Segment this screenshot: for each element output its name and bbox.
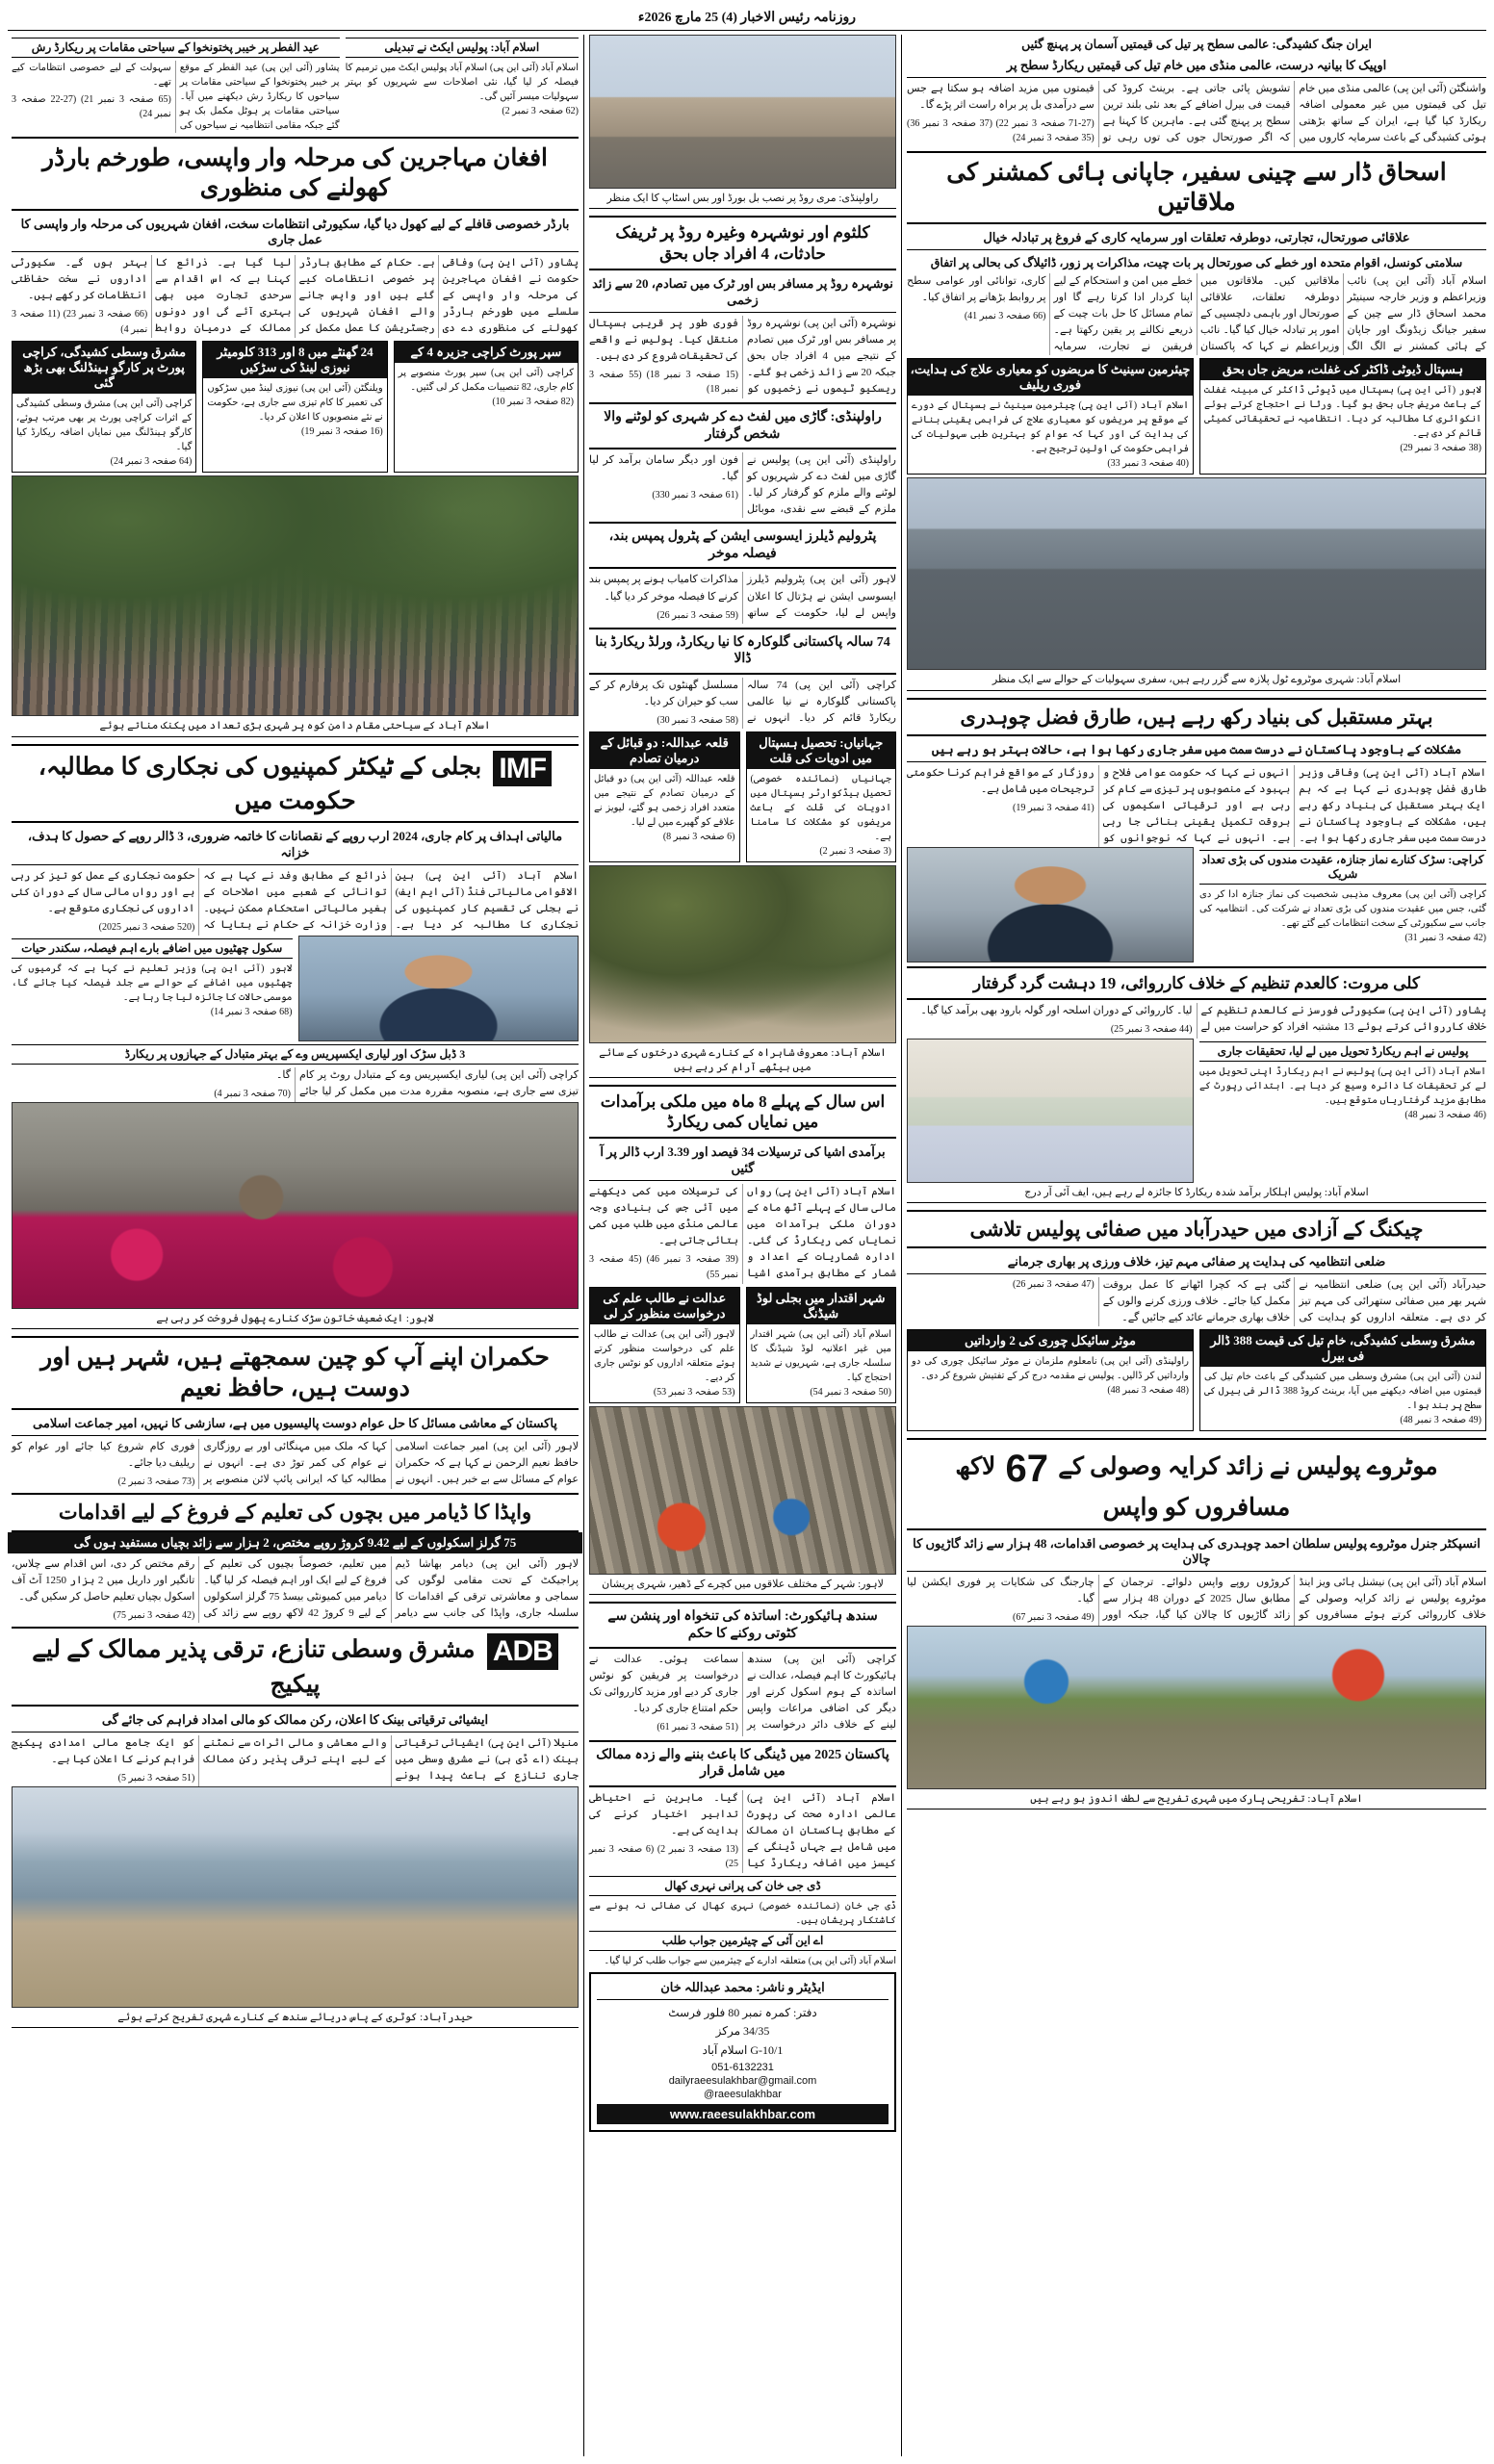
- right-brief-a-headline: ہسپتال ڈیوٹی ڈاکٹر کی غفلت، مریض جاں بحق: [1200, 359, 1485, 380]
- mid-subhead-e: برآمدی اشیا کی ترسیلات 34 فیصد اور 3.39 ارب ڈالر پر آ گئیں: [589, 1142, 896, 1181]
- right-brief-c-body: کراچی (آئی این پی) معروف مذہبی شخصیت کی نماز جنازہ ادا کر دی گئی، جس میں عقیدت مندوں کی بڑی تعداد نے شرکت کی۔ انتظامیہ کی جانب سے سکیورٹی کے سخت انتظامات کیے گئے تھے۔: [1199, 889, 1486, 930]
- left-brief-b: [202, 341, 387, 473]
- right-brief-g-body: راولپنڈی (آئی این پی) نامعلوم ملزمان نے موٹر سائیکل چوری کی دو وارداتیں کر ڈالیں۔ پولیس نے مقدمہ درج کر کے تفتیش شروع کر دی۔: [912, 1356, 1189, 1382]
- left-brief-d-body: لاہور (آئی این پی) وزیر تعلیم نے کہا ہے کہ گرمیوں کی چھٹیوں میں اضافے کے حوالے سے جلد فیصلہ کیا جائے گا، موسمی حالات کا جائزہ لیا جا رہا ہے۔: [12, 962, 293, 1003]
- mid-box-4: [589, 1287, 740, 1403]
- column-left: [12, 35, 583, 2456]
- left-brief-d: [12, 936, 293, 1041]
- left-brief-b-headline: 24 گھنٹے میں 8 اور 313 کلومیٹر نیوزی لینڈ کی سڑکیں: [203, 342, 386, 378]
- right-portrait-row: [907, 847, 1486, 962]
- paragraph: کراچی (آئی این پی) سندھ ہائیکورٹ کا اہم فیصلہ، عدالت نے اساتذہ کے ہوم اسکول کرنے اور دیگر کی اضافی مراعات واپس لینے کے خلاف دائر درخواست پر سماعت ہوئی۔ عدالت نے درخواست پر فریقین کو نوٹس جاری کر دیے اور مزید کارروائی تک حکم امتناع جاری کر دیا۔: [589, 1654, 896, 1732]
- mid-box-3-body: اسلام آباد (آئی این پی) شہر اقتدار میں غیر اعلانیہ لوڈ شیڈنگ کا سلسلہ جاری ہے، شہریوں نے شدید احتجاج کیا۔: [750, 1328, 891, 1383]
- paragraph: اسلام آباد (آئی این پی) وفاقی وزیر طارق فضل چوہدری نے کہا ہے کہ ہم ایک بہتر مستقبل کی بنیاد رکھ رہے ہیں، مشکلات کے باوجود پاکستان نے درست سمت میں سفر جاری رکھا ہوا ہے۔ انہوں نے کہا کہ حکومت عوامی فلاح و بہبود کے منصوبوں پر تیزی سے کام کر رہی ہے اور ترقیاتی اسکیموں کی بروقت تکمیل یقینی بنائی جا رہی ہے۔ انہوں نے کہا کہ نوجوانوں کو روزگار کے مواقع فراہم کرنا حکومتی ترجیحات میں شامل ہے۔: [907, 766, 1486, 845]
- paragraph: اسلام آباد (آئی این پی) نیشنل ہائی ویز اینڈ موٹروے پولیس نے زائد کرایہ وصولی کے خلاف کارروائی کرتے ہوئے مسافروں کو کروڑوں روپے واپس دلوائے۔ ترجمان کے مطابق سال 2025 کے دوران 48 ہزار سے زائد گاڑیوں کا چالان کیا گیا، جبکہ اوور چارجنگ کی شکایات پر فوری ایکشن لیا گیا۔: [907, 1577, 1486, 1622]
- right-top-headline: ایران جنگ کشیدگی: عالمی سطح پر تیل کی قیمتیں آسمان پر پہنچ گئیں: [1021, 38, 1372, 51]
- mid-body-c: [589, 572, 896, 623]
- right-bottom-headline-post: لاکھ مسافروں کو واپس: [955, 1453, 1291, 1522]
- story-refs: (68 صفحہ 3 نمبر 14): [210, 1006, 293, 1017]
- story-refs: (49 صفحہ 3 نمبر 67): [1013, 1612, 1095, 1624]
- paragraph: کراچی (آئی این پی) 74 سالہ پاکستانی گلوکارہ نے نیا عالمی ریکارڈ قائم کر دیا۔ انہوں نے مسلسل گھنٹوں تک پرفارم کر کے سب کو حیران کر دیا۔: [589, 679, 896, 724]
- page-body: [8, 35, 1486, 2456]
- right-bottom-headline: [907, 1438, 1486, 1529]
- right-brief-e: [1199, 1039, 1486, 1183]
- story-refs: (39 صفحہ 3 نمبر 46) (45 صفحہ 3 نمبر 55): [589, 1254, 738, 1280]
- office-address-line-2: 34/35 مرکز: [715, 2024, 770, 2039]
- story-refs: (51 صفحہ 3 نمبر 61): [657, 1722, 738, 1733]
- right-docs-row: [907, 1039, 1486, 1183]
- right-brief-d-body: [907, 1003, 1486, 1038]
- right-main-body: [907, 273, 1486, 355]
- right-brief-c: [1199, 847, 1486, 962]
- right-brief-g: [907, 1329, 1194, 1431]
- left-brief-c: [394, 341, 579, 473]
- column-middle: [583, 35, 901, 2456]
- photo-toll-plaza: [907, 477, 1486, 670]
- photo-damn-e-koh-picnic: [12, 475, 579, 716]
- photo-caption-flowers: لاہور: ایک ضعیف خاتون سڑک کنارے پھول فروخت کر رہی ہے: [12, 1309, 579, 1329]
- left-third-subhead: پاکستان کے معاشی مسائل کا حل عوام دوست پالیسیوں میں ہے، سازشی کا نہیں، امیر جماعت اسلامی: [12, 1413, 579, 1436]
- column-right: [901, 35, 1486, 2456]
- story-refs: (42 صفحہ 3 نمبر 75): [113, 1609, 195, 1621]
- right-brief-d-headline: کلی مروت: کالعدم تنظیم کے خلاف کارروائی، 19 دہشت گرد گرفتار: [907, 966, 1486, 1000]
- divider: [597, 1999, 889, 2000]
- left-brief-f-band: 75 گرلز اسکولوں کے لیے 9.42 کروڑ روپے مختص، 2 ہزار سے زائد بچیاں مستفید ہوں گی: [8, 1532, 582, 1553]
- right-brief-a-body: لاہور (آئی این پی) ہسپتال میں ڈیوٹی ڈاکٹر کی مبینہ غفلت کے باعث مریض جاں بحق ہو گیا۔ ورثا نے احتجاج کرتے ہوئے انکوائری کا مطالبہ کر دیا۔ انتظامیہ نے تحقیقاتی کمیٹی قائم کر دی ہے۔: [1204, 385, 1481, 440]
- mid-sub-body-1: ڈی جی خان (نمائندہ خصوصی) نہری کھال کی صفائی نہ ہونے سے کاشتکار پریشان ہیں۔: [589, 1901, 896, 1927]
- paragraph: پشاور (آئی این پی) وفاقی حکومت نے افغان مہاجرین کی مرحلہ وار واپسی کے سلسلے میں طورخم بارڈر کھولنے کی منظوری دے دی ہے۔ حکام کے مطابق بارڈر پر خصوصی انتظامات کیے گئے ہیں اور واپس جانے والے افغان شہریوں کی رجسٹریشن کا عمل مکمل کر لیا گیا ہے۔ ذرائع کا کہنا ہے کہ اس اقدام سے سرحدی تجارت میں بھی بہتری آئے گی اور دونوں ممالک کے درمیان روابط بہتر ہوں گے۔ سکیورٹی اداروں نے سخت حفاظتی انتظامات کر رکھے ہیں۔: [12, 257, 579, 335]
- mid-subhead-a: نوشہرہ روڈ پر مسافر بس اور ٹرک میں تصادم، 20 سے زائد زخمی: [589, 273, 896, 313]
- left-third-headline: حکمران اپنے آپ کو چین سمجھتے ہیں، شہر ہیں اور دوست ہیں، حافظ نعیم: [12, 1336, 579, 1410]
- photo-men-on-bench: [589, 865, 896, 1043]
- right-bottom-subhead: انسپکٹر جنرل موٹروے پولیس سلطان احمد چوہدری کی ہدایت پر خصوصی اقدامات، 48 ہزار سے زائد گاڑیوں کا چالان: [907, 1533, 1486, 1573]
- paragraph: لاہور (آئی این پی) دیامر بھاشا ڈیم پراجیکٹ کے تحت مقامی لوگوں کی سماجی و معاشرتی ترقی کے اقدامات کا سلسلہ جاری، واپڈا کی جانب سے دیامر میں تعلیم، خصوصاً بچیوں کی تعلیم کے فروغ کے لیے ایک اور اہم فیصلہ کر لیا گیا۔ دیامر میں کمیونٹی بیسڈ 75 گرلز اسکولوں کے لیے 9 کروڑ 42 لاکھ روپے سے زائد کی رقم مختص کر دی، اس اقدام سے چلاس، تانگیر اور داریل میں 2 ہزار 1250 آٹ آف اسکول بچیاں تعلیم حاصل کر سکیں گی۔: [12, 1557, 579, 1619]
- story-refs: (42 صفحہ 3 نمبر 31): [1404, 933, 1486, 944]
- right-brief-b-headline: چیئرمین سینیٹ کا مریضوں کو معیاری علاج کی ہدایت، فوری ریلیف: [908, 359, 1193, 396]
- right-brief-f-headline: مشرق وسطی کشیدگی، خام تیل کی قیمت 388 ڈالر فی بیرل: [1200, 1330, 1485, 1367]
- mid-box-row-2: [589, 1284, 896, 1406]
- right-second-headline: بہتر مستقبل کی بنیاد رکھ رہے ہیں، طارق فضل چوہدری: [907, 698, 1486, 736]
- story-refs: (15 صفحہ 3 نمبر 18) (55 صفحہ 3 نمبر 18): [589, 369, 738, 396]
- website-url[interactable]: www.raeesulakhbar.com: [597, 2104, 889, 2124]
- story-refs: (73 صفحہ 3 نمبر 2): [117, 1476, 195, 1487]
- left-brief-a-headline: مشرق وسطی کشیدگی، کراچی پورٹ پر کارگو ہینڈلنگ بھی بڑھ گئی: [13, 342, 195, 394]
- adb-badge: ADB: [487, 1633, 558, 1670]
- left-top-brief-2-body: اسلام آباد (آئی این پی) اسلام آباد پولیس ایکٹ میں ترمیم کا فیصلہ کر لیا گیا، نئی اصلاحات سے شہریوں کو بہتر سہولیات میسر آئیں گی۔: [345, 63, 579, 102]
- paragraph: پشاور (آئی این پی) سکیورٹی فورسز نے کالعدم تنظیم کے خلاف کارروائی کرتے ہوئے 13 مشتبہ افراد کو حراست میں لے لیا۔ کارروائی کے دوران اسلحہ اور گولہ بارود بھی برآمد کیا گیا۔: [920, 1005, 1486, 1034]
- mid-box-1: [746, 732, 897, 862]
- contact-box: [589, 1972, 896, 2132]
- photo-amusement-park: [907, 1626, 1486, 1789]
- left-brief-a: [12, 341, 196, 473]
- story-refs: (53 صفحہ 3 نمبر 53): [653, 1386, 735, 1398]
- office-address-line-3: G-10/1 اسلام آباد: [702, 2042, 784, 2057]
- right-portrait-wrap: [907, 847, 1194, 962]
- mid-box-2-body: قلعہ عبداللہ (آئی این پی) دو قبائل کے درمیان تصادم کے نتیجے میں متعدد افراد زخمی ہو گئے، لیویز نے علاقے کو گھیرے میں لے لیا۔: [594, 774, 735, 829]
- story-refs: (61 صفحہ 3 نمبر 330): [652, 490, 738, 501]
- left-brief-b-body: ویلنگٹن (آئی این پی) نیوزی لینڈ میں سڑکوں کی تعمیر کا کام تیزی سے جاری ہے، حکومت نے نئے منصوبوں کا اعلان کر دیا۔: [207, 383, 383, 424]
- paragraph: نوشہرہ (آئی این پی) نوشہرہ روڈ پر مسافر بس اور ٹرک میں تصادم کے نتیجے میں 4 افراد جاں بحق جبکہ 20 سے زائد زخمی ہو گئے۔ ریسکیو ٹیموں نے زخمیوں کو فوری طور پر قریبی ہسپتال منتقل کیا۔ پولیس نے واقعے کی تحقیقات شروع کر دی ہیں۔: [589, 317, 897, 395]
- right-brief-row-2: [907, 1326, 1486, 1434]
- mid-box-2-title: قلعہ عبداللہ: دو قبائل کے درمیان تصادم: [590, 732, 739, 769]
- left-main-headline: افغان مہاجرین کی مرحلہ وار واپسی، طورخم بارڈر کھولنے کی منظوری: [12, 137, 579, 211]
- story-refs: (64 صفحہ 3 نمبر 24): [110, 456, 193, 468]
- right-brief-b: [907, 358, 1194, 475]
- mid-body-e: [589, 1184, 896, 1284]
- right-bottom-body: [907, 1575, 1486, 1626]
- paragraph: منیلا (آئی این پی) ایشیائی ترقیاتی بینک (اے ڈی بی) نے مشرق وسطی میں جاری تنازع کے باعث پیدا ہونے والے معاشی و مالی اثرات سے نمٹنے کے لیے اپنے ترقی پذیر رکن ممالک کو ایک جامع مالی امدادی پیکیج فراہم کرنے کا اعلان کیا ہے۔: [12, 1736, 579, 1783]
- right-brief-e-body: اسلام آباد (آئی این پی) پولیس نے اہم ریکارڈ اپنی تحویل میں لے کر تحقیقات کا دائرہ وسیع کر دیا ہے۔ ابتدائی رپورٹ کے مطابق مزید گرفتاریاں متوقع ہیں۔: [1199, 1065, 1486, 1106]
- left-brief-f-body: [12, 1556, 579, 1624]
- story-refs: (71-27 صفحہ 3 نمبر 22) (37 صفحہ 3 نمبر 36) (35 صفحہ 3 نمبر 24): [907, 117, 1095, 144]
- social-handle[interactable]: @raeesulakhbar: [704, 2088, 782, 2100]
- mid-headline-c: پٹرولیم ڈیلرز ایسوسی ایشن کے پٹرول پمپس بند، فیصلہ موخر: [589, 522, 896, 569]
- left-second-subhead: مالیاتی اہداف پر کام جاری، 2024 ارب روپے کے نقصانات کا خاتمہ ضروری، 3 ڈالر روپے کے حصول کا ہدف، خزانہ: [12, 826, 579, 865]
- right-brief-f: [1199, 1329, 1486, 1431]
- story-refs: (50 صفحہ 3 نمبر 54): [810, 1386, 891, 1398]
- story-refs: (65 صفحہ 3 نمبر 21) (27-22 صفحہ 3 نمبر 24): [12, 94, 171, 119]
- left-fourth-subhead: ایشیائی ترقیاتی بینک کا اعلان، رکن ممالک کو مالی امداد فراہم کی جائے گی: [12, 1709, 579, 1732]
- paragraph: اسلام آباد (آئی این پی) بین الاقوامی مالیاتی فنڈ (آئی ایم ایف) نے بجلی کی تقسیم کار کمپنیوں کی نجکاری کا مطالبہ کر دیا ہے۔ ذرائع کے مطابق وفد نے کہا ہے کہ توانائی کے شعبے میں اصلاحات کے بغیر مالیاتی استحکام ممکن نہیں۔ وزارت خزانہ کے حکام نے بتایا کہ حکومت نجکاری کے عمل کو تیز کر رہی ہے اور رواں مالی سال کے دوران کئی اداروں کی نجکاری متوقع ہے۔: [12, 870, 579, 932]
- story-refs: (41 صفحہ 3 نمبر 19): [1013, 802, 1095, 813]
- paragraph: اسلام آباد (آئی این پی) رواں مالی سال کے پہلے آٹھ ماہ کے دوران ملکی برآمدات میں نمایاں کمی ریکارڈ کی گئی۔ ادارہ شماریات کے اعداد و شمار کے مطابق برآمدی اشیا کی ترسیلات میں کمی دیکھنے میں آئی جس کی بنیادی وجہ عالمی منڈی میں طلب میں کمی بتائی جاتی ہے۔: [589, 1186, 896, 1280]
- left-third-body: [12, 1439, 579, 1490]
- phone-number[interactable]: 051-6132231: [711, 2061, 774, 2073]
- left-portrait-row: [12, 936, 579, 1041]
- left-fourth-headline: [12, 1627, 579, 1707]
- mid-box-4-body: لاہور (آئی این پی) عدالت نے طالب علم کی درخواست منظور کرتے ہوئے متعلقہ اداروں کو نوٹس جاری کر دیے۔: [594, 1328, 735, 1383]
- photo-flower-seller: [12, 1102, 579, 1309]
- right-third-headline: چیکنگ کے آزادی میں حیدرآباد میں صفائی پولیس تلاشی: [907, 1210, 1486, 1248]
- mid-body-f: [589, 1652, 896, 1735]
- story-refs: (38 صفحہ 3 نمبر 29): [1400, 443, 1481, 454]
- right-second-body: [907, 765, 1486, 847]
- paragraph: کراچی (آئی این پی) لیاری ایکسپریس وے کے متبادل روٹ پر کام تیزی سے جاری ہے، منصوبہ مقررہ مدت میں مکمل کر لیا جائے گا۔: [275, 1068, 579, 1097]
- mid-sub-headline-2: اے این آئی کے چیئرمین جواب طلب: [589, 1931, 896, 1951]
- mid-headline-e: اس سال کے پہلے 8 ماہ میں ملکی برآمدات میں نمایاں کمی ریکارڈ: [589, 1085, 896, 1140]
- right-third-body: [907, 1277, 1486, 1326]
- mid-headline-f: سندھ ہائیکورٹ: اساتذہ کی تنخواہ اور پنشن سے کٹوتی روکنے کا حکم: [589, 1602, 896, 1649]
- left-top-brief-2-headline: اسلام آباد: پولیس ایکٹ نے تبدیلی: [346, 38, 579, 58]
- left-portrait-wrap: [298, 936, 580, 1041]
- left-brief-d-headline: سکول چھٹیوں میں اضافے بارے اہم فیصلہ، سکندر حیات: [12, 938, 293, 959]
- story-refs: (46 صفحہ 3 نمبر 48): [1404, 1109, 1486, 1120]
- story-refs: (44 صفحہ 3 نمبر 25): [1110, 1024, 1193, 1036]
- left-brief-a-body: کراچی (آئی این پی) مشرق وسطی کشیدگی کے اثرات کراچی پورٹ پر بھی مرتب ہوئے، کارگو ہینڈلنگ میں نمایاں اضافہ ریکارڈ کیا گیا۔: [16, 398, 193, 453]
- paragraph: راولپنڈی (آئی این پی) پولیس نے گاڑی میں لفٹ دے کر شہریوں کو لوٹنے والے ملزم کو گرفتار کر لیا۔ ملزم کے قبضے سے نقدی، موبائل فون اور دیگر سامان برآمد کر لیا گیا۔: [589, 454, 896, 516]
- photo-caption-boats: حیدرآباد: کوٹری کے پاس دریائے سندھ کے کنارے شہری تفریح کرتے ہوئے: [12, 2008, 579, 2028]
- story-refs: (82 صفحہ 3 نمبر 10): [492, 397, 574, 408]
- mid-box-1-title: جہانیاں: تحصیل ہسپتال میں ادویات کی قلت: [747, 732, 896, 769]
- imf-badge: IMF: [493, 751, 552, 787]
- mid-box-3: [746, 1287, 897, 1403]
- mid-headline-d: 74 سالہ پاکستانی گلوکارہ کا نیا ریکارڈ، ورلڈ ریکارڈ بنا ڈالا: [589, 628, 896, 675]
- left-brief-e-body: [12, 1067, 579, 1102]
- left-brief-e-headline: 3 ڈبل سڑک اور لیاری ایکسپریس وے کے بہتر متبادل کے جہازوں پر ریکارڈ: [12, 1044, 579, 1065]
- mid-sub-headline-1: ڈی جی خان کی پرانی نہری کھال: [589, 1876, 896, 1896]
- story-refs: (58 صفحہ 3 نمبر 30): [657, 714, 738, 726]
- paragraph: واشنگٹن (آئی این پی) عالمی منڈی میں خام تیل کی قیمتوں میں غیر معمولی اضافہ ریکارڈ کیا گیا ہے، ایران کے ساتھ بڑھتی ہوئی کشیدگی کے باعث سرمایہ کاروں میں تشویش پائی جاتی ہے۔ برینٹ کروڈ کی قیمت فی بیرل اضافے کے بعد نئی بلند ترین سطح پر پہنچ گئی ہے۔ ماہرین کا کہنا ہے کہ اگر صورتحال جوں کی توں رہی تو قیمتوں میں مزید اضافہ ہو سکتا ہے جس سے درآمدی بل پر براہ راست اثر پڑے گا۔: [907, 82, 1486, 143]
- left-second-body: [12, 868, 579, 936]
- story-refs: (59 صفحہ 3 نمبر 26): [657, 609, 738, 621]
- photo-caption-docs: اسلام آباد: پولیس اہلکار برآمد شدہ ریکارڈ کا جائزہ لے رہے ہیں، ایف آئی آر درج: [907, 1183, 1486, 1203]
- story-refs: (49 صفحہ 3 نمبر 48): [1400, 1415, 1481, 1426]
- paragraph: حیدرآباد (آئی این پی) ضلعی انتظامیہ نے شہر بھر میں صفائی ستھرائی کی مہم تیز کر دی ہے۔ متعلقہ اداروں کو ہدایت کی گئی ہے کہ کچرا اٹھانے کا عمل بروقت مکمل کیا جائے۔ خلاف ورزی کرنے والوں کے خلاف بھاری جرمانے عائد کیے جائیں گے۔: [1102, 1279, 1486, 1324]
- left-main-body: [12, 255, 579, 338]
- left-top-brief-1-headline: عید الفطر پر خیبر پختونخوا کے سیاحتی مقامات پر ریکارڈ رش: [12, 38, 340, 58]
- masthead: [8, 6, 1486, 31]
- mid-box-2: [589, 732, 740, 862]
- masthead-title: روزنامہ رئیس الاخبار (4) 25 مارچ 2026ء: [637, 11, 857, 25]
- left-brief-f-headline: واپڈا کا ڈیامر میں بچوں کی تعلیم کے فروغ کے لیے اقدامات: [12, 1493, 579, 1531]
- photo-caption-fair: اسلام آباد: تفریحی پارک میں شہری تفریح سے لطف اندوز ہو رہے ہیں: [907, 1789, 1486, 1810]
- mid-body-d: [589, 678, 896, 729]
- left-top-brief-2: [346, 35, 579, 133]
- right-bottom-headline-pre: موٹروے پولیس نے زائد کرایہ وصولی کے: [1058, 1453, 1438, 1480]
- photo-caption-toll: اسلام آباد: شہری موٹروے ٹول پلازہ سے گزر رہے ہیں، سفری سہولیات کے حوالے سے ایک منظر: [907, 670, 1486, 690]
- mid-headline-a: کلثوم اور نوشہرہ وغیرہ روڈ پر ٹریفک حادثات، 4 افراد جاں بحق: [589, 216, 896, 270]
- photo-billboard-busstop: [589, 35, 896, 189]
- mid-box-row: [589, 729, 896, 865]
- photo-seized-documents: [907, 1039, 1194, 1183]
- left-top-brief-1-body: [12, 61, 340, 133]
- mid-box-3-title: شہر اقتدار میں بجلی لوڈ شیڈنگ: [747, 1288, 896, 1324]
- right-docs-wrap: [907, 1039, 1194, 1183]
- left-brief-c-body: کراچی (آئی این پی) سپر پورٹ منصوبے پر کام جاری، 82 تنصیبات مکمل کر لی گئیں۔: [398, 368, 574, 394]
- right-top-subhead: اوپیک کا بیانیہ درست، عالمی منڈی میں خام تیل کی قیمتیں ریکارڈ سطح پر: [907, 55, 1486, 78]
- right-brief-c-headline: کراچی: سڑک کنارے نماز جنازہ، عقیدت مندوں کی بڑی تعداد شریک: [1199, 850, 1486, 885]
- mid-box-1-body: جہانیاں (نمائندہ خصوصی) تحصیل ہیڈکوارٹر ہسپتال میں ادویات کی قلت کے باعث مریضوں کو مشکلات کا سامنا ہے۔: [750, 774, 891, 843]
- left-fourth-headline-text: مشرق وسطی تنازع، ترقی پذیر ممالک کے لیے پیکیج: [32, 1636, 476, 1698]
- left-main-subhead: بارڈر خصوصی قافلے کے لیے کھول دیا گیا، سکیورٹی انتظامات سخت، افغان شہریوں کی مرحلہ وار واپسی کا عمل جاری: [12, 214, 579, 253]
- story-refs: (3 صفحہ 3 نمبر 2): [819, 846, 891, 858]
- right-brief-e-headline: پولیس نے اہم ریکارڈ تحویل میں لے لیا، تحقیقات جاری: [1199, 1041, 1486, 1062]
- mid-body-a: [589, 316, 896, 399]
- left-top-row: [12, 35, 579, 133]
- story-refs: (47 صفحہ 3 نمبر 26): [1013, 1279, 1095, 1291]
- right-top-body: [907, 81, 1486, 147]
- paragraph: پشاور (آئی این پی) عید الفطر کے موقع پر خیبر پختونخوا کے سیاحتی مقامات پر سیاحوں کا ریکارڈ رش دیکھنے میں آیا۔ سیاحتی مقامات پر ہوٹل مکمل بک ہو گئے جبکہ مقامی انتظامیہ نے سیاحوں کی سہولت کے لیے خصوصی انتظامات کیے تھے۔: [12, 63, 340, 131]
- photo-portrait-minister: [298, 936, 580, 1041]
- mid-headline-g: پاکستان 2025 میں ڈینگی کا باعث بننے والے زدہ ممالک میں شامل قرار: [589, 1740, 896, 1787]
- story-refs: (66 صفحہ 3 نمبر 23) (11 صفحہ 3 نمبر 4): [12, 309, 148, 335]
- mid-body-g: [589, 1790, 896, 1874]
- right-bottom-headline-number: 67: [1005, 1448, 1049, 1491]
- photo-caption-bench: اسلام آباد: معروف شاہراہ کے کنارے شہری درختوں کے سائے میں بیٹھے آرام کر رہے ہیں: [589, 1043, 896, 1078]
- paragraph: اسلام آباد (آئی این پی) عالمی ادارہ صحت کی رپورٹ کے مطابق پاکستان ان ممالک میں شامل ہے جہاں ڈینگی کے کیسز میں اضافہ ریکارڈ کیا گیا۔ ماہرین نے احتیاطی تدابیر اختیار کرنے کی ہدایت کی ہے۔: [589, 1791, 896, 1869]
- right-second-subhead: مشکلات کے باوجود پاکستان نے درست سمت میں سفر جاری رکھا ہوا ہے، حالات بہتر ہو رہے ہیں: [907, 739, 1486, 762]
- right-brief-f-body: لندن (آئی این پی) مشرق وسطی میں کشیدگی کے باعث خام تیل کی قیمتوں میں اضافہ دیکھنے میں آیا، برینٹ کروڈ 388 ڈالر فی بیرل کی سطح پر بند ہوا۔: [1204, 1372, 1481, 1412]
- left-second-headline-text: بجلی کے ٹیکٹر کمپنیوں کی نجکاری کا مطالبہ، حکومت میں: [38, 754, 482, 815]
- paragraph: لاہور (آئی این پی) پٹرولیم ڈیلرز ایسوسی ایشن نے ہڑتال کا اعلان واپس لے لیا، حکومت کے ساتھ مذاکرات کامیاب ہونے پر پمپس بند کرنے کا فیصلہ موخر کر دیا گیا۔: [589, 574, 896, 619]
- left-brief-row: [12, 338, 579, 475]
- right-brief-a: [1199, 358, 1486, 475]
- photo-caption-garbage: لاہور: شہر کے مختلف علاقوں میں کچرے کے ڈھیر، شہری پریشان: [589, 1575, 896, 1595]
- paragraph: لاہور (آئی این پی) امیر جماعت اسلامی حافظ نعیم الرحمن نے کہا ہے کہ حکمران عوام کے مسائل سے بے خبر ہیں۔ انہوں نے کہا کہ ملک میں مہنگائی اور بے روزگاری نے عوام کی کمر توڑ دی ہے۔ انہوں نے مطالبہ کیا کہ ایرانی پائپ لائن منصوبے پر فوری کام شروع کیا جائے اور عوام کو ریلیف دیا جائے۔: [12, 1440, 579, 1485]
- photo-portrait-official: [907, 847, 1194, 962]
- mid-sub-body-2: اسلام آباد (آئی این پی) متعلقہ ادارے کے چیئرمین سے جواب طلب کر لیا گیا۔: [604, 1956, 896, 1967]
- story-refs: (70 صفحہ 3 نمبر 4): [214, 1088, 291, 1099]
- story-refs: (40 صفحہ 3 نمبر 33): [1107, 458, 1189, 470]
- right-main-subhead: علاقائی صورتحال، تجارتی، دوطرفہ تعلقات اور سرمایہ کاری کے فروغ پر تبادلہ خیال: [907, 227, 1486, 250]
- left-top-brief-1: [12, 35, 340, 133]
- story-refs: (6 صفحہ 3 نمبر 8): [662, 832, 735, 843]
- editor-name: ایڈیٹر و ناشر: محمد عبداللہ خان: [660, 1980, 825, 1995]
- story-refs: (66 صفحہ 3 نمبر 41): [964, 311, 1046, 322]
- story-refs: (520 صفحہ 3 نمبر 2025): [98, 922, 195, 934]
- email-address[interactable]: dailyraeesulakhbar@gmail.com: [668, 2074, 817, 2087]
- story-refs: (51 صفحہ 3 نمبر 5): [117, 1773, 195, 1784]
- office-address-line-1: دفتر: کمرہ نمبر 80 فلور فرسٹ: [668, 2006, 817, 2020]
- left-brief-c-headline: سپر پورٹ کراچی جزیرہ 4 کے: [395, 342, 578, 363]
- photo-caption-park: اسلام آباد کے سیاحتی مقام دامن کوہ پر شہری بڑی تعداد میں پکنک مناتے ہوئے: [12, 716, 579, 736]
- mid-body-b: [589, 452, 896, 518]
- story-refs: (16 صفحہ 3 نمبر 19): [301, 426, 383, 438]
- paragraph: اسلام آباد (آئی این پی) نائب وزیراعظم و وزیر خارجہ سینیٹر محمد اسحاق ڈار سے چین کے سفیر جیانگ زیڈونگ اور جاپان کے ہائی کمشنر نے الگ الگ ملاقاتیں کیں۔ ملاقاتوں میں دوطرفہ تعلقات، علاقائی صورتحال اور باہمی دلچسپی کے امور پر تبادلہ خیال کیا گیا۔ نائب وزیراعظم نے کہا کہ پاکستان خطے میں امن و استحکام کے لیے اپنا کردار ادا کرتا رہے گا اور تمام مسائل کا حل بات چیت کے ذریعے نکالنے پر یقین رکھتا ہے۔ فریقین نے تجارت، سرمایہ کاری، توانائی اور عوامی سطح پر روابط بڑھانے پر اتفاق کیا۔: [907, 275, 1486, 353]
- right-main-kicker: سلامتی کونسل، اقوام متحدہ اور خطے کی صورتحال پر بات چیت، مذاکرات پر زور، ڈائیلاگ کی بحالی پر اتفاق: [930, 256, 1463, 270]
- right-brief-b-body: اسلام آباد (آئی این پی) چیئرمین سینیٹ نے ہسپتال کے دورے کے موقع پر مریضوں کو معیاری علاج کی فراہمی یقینی بنانے کی ہدایت کی اور کہا کہ عوام کو بہترین طبی سہولیات کی فراہمی حکومت کی اولین ترجیح ہے۔: [912, 400, 1189, 455]
- right-brief-g-headline: موٹر سائیکل چوری کی 2 وارداتیں: [908, 1330, 1193, 1351]
- right-main-headline: اسحاق ڈار سے چینی سفیر، جاپانی ہائی کمشنر کی ملاقاتیں: [907, 151, 1486, 225]
- right-brief-row: [907, 355, 1486, 477]
- story-refs: (62 صفحہ 3 نمبر 2): [502, 106, 579, 116]
- photo-caption-billboard: راولپنڈی: مری روڈ پر نصب بل بورڈ اور بس اسٹاپ کا ایک منظر: [589, 189, 896, 209]
- story-refs: (48 صفحہ 3 نمبر 48): [1107, 1385, 1189, 1397]
- left-second-headline: [12, 744, 579, 824]
- left-fourth-body: [12, 1735, 579, 1786]
- mid-box-4-title: عدالت نے طالب علم کی درخواست منظور کر لی: [590, 1288, 739, 1324]
- photo-garbage-street: [589, 1406, 896, 1575]
- photo-kotri-riverbank: [12, 1786, 579, 2008]
- mid-headline-b: راولپنڈی: گاڑی میں لفٹ دے کر شہری کو لوٹنے والا شخص گرفتار: [589, 402, 896, 449]
- story-refs: (13 صفحہ 3 نمبر 2) (6 صفحہ 3 نمبر 25): [589, 1843, 738, 1870]
- right-third-subhead: ضلعی انتظامیہ کی ہدایت پر صفائی مہم تیز، خلاف ورزی پر بھاری جرمانے: [907, 1251, 1486, 1274]
